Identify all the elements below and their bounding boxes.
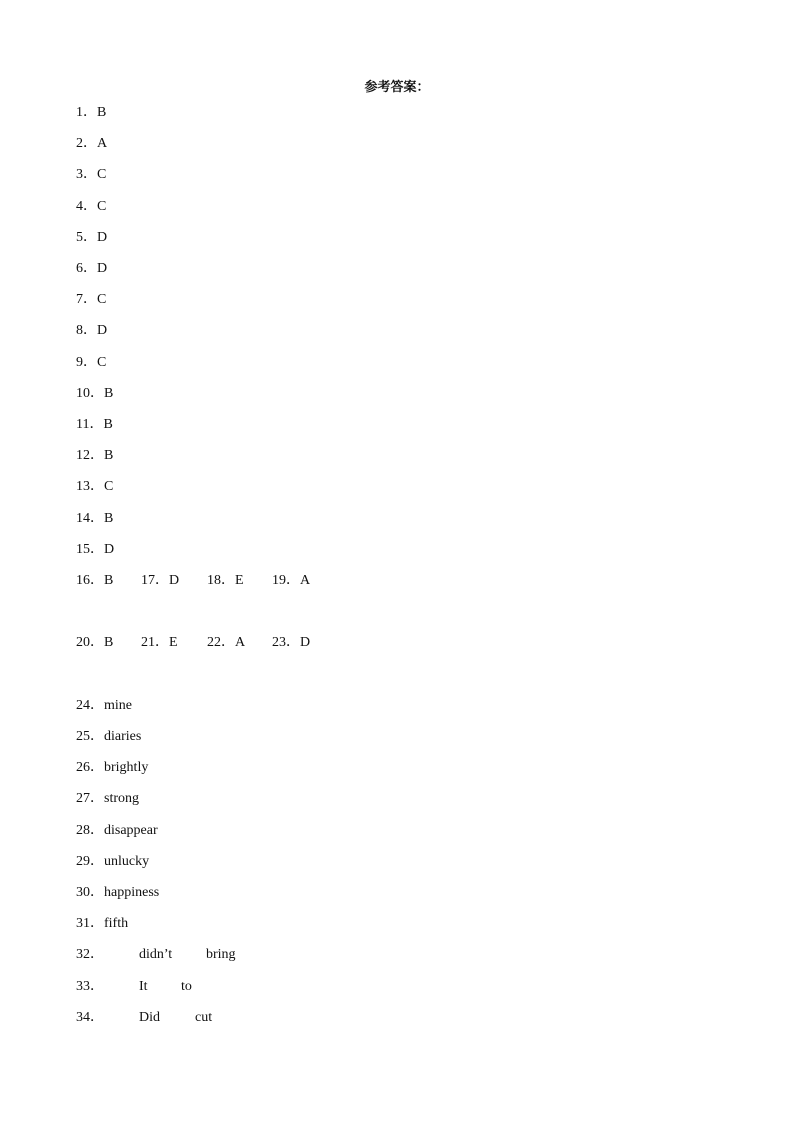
question-number: 9．	[76, 355, 97, 370]
answer-cell	[76, 573, 113, 589]
answer-row	[76, 823, 158, 839]
question-number: 19．	[272, 573, 300, 588]
answer-row	[76, 698, 132, 714]
question-number: 26．	[76, 760, 104, 775]
answer-row	[76, 167, 106, 183]
answer-row	[76, 760, 148, 776]
question-number: 13．	[76, 479, 104, 494]
answer-value: E	[235, 573, 244, 588]
answer-value: to	[181, 979, 192, 994]
question-number: 27．	[76, 791, 104, 806]
answer-value: C	[97, 199, 107, 214]
question-number: 10．	[76, 386, 104, 401]
answer-value: D	[104, 542, 115, 557]
question-number: 29．	[76, 854, 104, 869]
question-number: 31．	[76, 916, 104, 931]
answer-value: E	[169, 635, 178, 650]
question-number: 12．	[76, 448, 104, 463]
question-number: 5．	[76, 230, 97, 245]
answer-row	[76, 791, 139, 807]
answer-value: D	[97, 323, 108, 338]
answer-value: C	[97, 167, 107, 182]
question-number: 23．	[272, 635, 300, 650]
answer-row	[76, 916, 128, 932]
answer-row	[76, 417, 113, 433]
answer-value: D	[97, 261, 108, 276]
answer-cell	[207, 635, 245, 651]
question-number: 1．	[76, 105, 97, 120]
answer-row	[76, 105, 106, 121]
question-number: 30．	[76, 885, 104, 900]
question-number: 25．	[76, 729, 104, 744]
answer-row	[76, 323, 107, 339]
answer-row	[76, 386, 113, 402]
question-number: 20．	[76, 635, 104, 650]
answer-row	[76, 448, 113, 464]
question-number: 21．	[141, 635, 169, 650]
answer-value: didn’t	[139, 947, 173, 962]
answer-cell	[141, 635, 178, 651]
answer-value: C	[97, 292, 107, 307]
answer-row	[76, 542, 114, 558]
answer-value: B	[104, 448, 114, 463]
question-number: 11．	[76, 417, 104, 432]
answer-row	[76, 292, 106, 308]
answer-row	[76, 355, 106, 371]
answer-value: C	[97, 355, 107, 370]
question-number: 33．	[76, 979, 104, 994]
answer-cell	[272, 573, 310, 589]
question-number: 6．	[76, 261, 97, 276]
answer-value: D	[97, 230, 108, 245]
answer-value: mine	[104, 698, 132, 713]
answer-cell	[141, 573, 179, 589]
answer-row	[76, 479, 113, 495]
answer-value: B	[97, 105, 107, 120]
answer-value: unlucky	[104, 854, 150, 869]
answer-row	[76, 854, 149, 870]
answer-value: disappear	[104, 823, 158, 838]
answer-row	[76, 199, 106, 215]
question-number: 4．	[76, 199, 97, 214]
answer-cell	[207, 573, 244, 589]
answer-value: D	[169, 573, 180, 588]
answer-row	[76, 729, 141, 745]
answer-value: A	[235, 635, 246, 650]
answer-value: Did	[139, 1010, 160, 1025]
answer-value: brightly	[104, 760, 149, 775]
question-number: 24．	[76, 698, 104, 713]
answer-value: C	[104, 479, 114, 494]
answer-row	[76, 136, 107, 152]
answer-value: A	[97, 136, 108, 151]
answer-row	[76, 885, 159, 901]
answer-value: bring	[206, 947, 236, 962]
question-number: 28．	[76, 823, 104, 838]
answer-value: D	[300, 635, 311, 650]
question-number: 32．	[76, 947, 104, 962]
question-number: 18．	[207, 573, 235, 588]
question-number: 15．	[76, 542, 104, 557]
answer-value: B	[103, 417, 113, 432]
answer-value: B	[104, 511, 114, 526]
question-number: 8．	[76, 323, 97, 338]
answer-cell	[76, 635, 113, 651]
answer-value: cut	[195, 1010, 213, 1025]
answer-value: strong	[104, 791, 139, 806]
question-number: 14．	[76, 511, 104, 526]
answer-row	[76, 511, 113, 527]
question-number: 22．	[207, 635, 235, 650]
answer-value: B	[104, 635, 114, 650]
question-number: 16．	[76, 573, 104, 588]
question-number: 17．	[141, 573, 169, 588]
answer-value: fifth	[104, 916, 129, 931]
answer-value: diaries	[104, 729, 142, 744]
answer-value: A	[300, 573, 311, 588]
answer-row	[76, 261, 107, 277]
answer-value: It	[139, 979, 148, 994]
answer-row	[76, 230, 107, 246]
page-title: 参考答案：	[364, 80, 430, 95]
answer-value: B	[104, 386, 114, 401]
question-number: 34．	[76, 1010, 104, 1025]
question-number: 2．	[76, 136, 97, 151]
question-number: 7．	[76, 292, 97, 307]
question-number: 3．	[76, 167, 97, 182]
answer-value: B	[104, 573, 114, 588]
answer-cell	[272, 635, 310, 651]
answer-value: happiness	[104, 885, 160, 900]
